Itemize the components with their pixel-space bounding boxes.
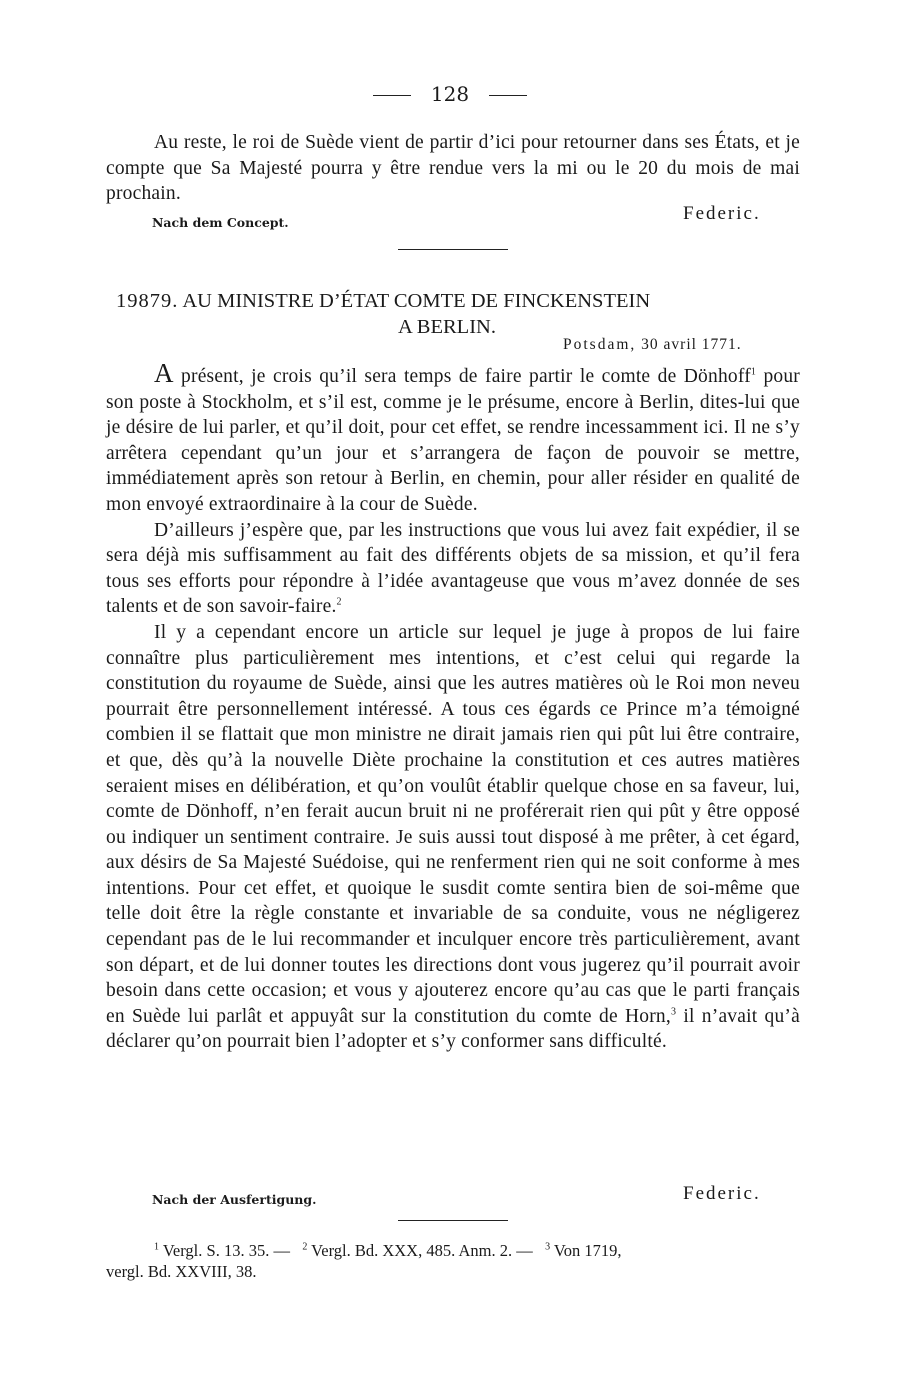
body-paragraph-2: [106, 518, 800, 620]
paragraph-2-text: D’ailleurs j’espère que, par les instructions que vous lui avez fait expédier, il se sera déjà mis suffisamment au fait des différents objets de sa mission, et qu’il fera tous ses efforts pour répondre à l’idée avantageuse que vous m’avez donnée de ses talents et de son savoir-faire.: [106, 519, 800, 618]
footnote-2: Vergl. Bd. XXX, 485. Anm. 2. —: [307, 1241, 533, 1260]
letter-recipient-city: A BERLIN.: [398, 316, 496, 338]
footnote-mark-3: 3: [670, 1006, 677, 1018]
footnotes-line-1: [106, 1240, 800, 1261]
first-letter-source: Nach dem Concept.: [152, 215, 289, 230]
page-header: [0, 82, 900, 106]
letter-heading: [116, 290, 796, 338]
body-paragraph-1: [106, 358, 800, 518]
letter-dateline: [563, 336, 742, 354]
footnote-mark-1: 1: [750, 366, 757, 378]
second-letter-signature: Federic.: [683, 1183, 761, 1204]
header-dash-left: [373, 95, 411, 96]
first-letter-signature: Federic.: [683, 203, 761, 224]
letter-place: Potsdam,: [563, 336, 637, 353]
letter-body: [106, 358, 800, 1055]
section-divider: [398, 249, 508, 250]
footnote-1: Vergl. S. 13. 35. —: [159, 1241, 290, 1260]
footnote-divider: [398, 1220, 508, 1221]
letter-number: 19879.: [116, 290, 179, 312]
footnote-3: Von 1719,: [550, 1241, 622, 1260]
paragraph-3-text-b: il n’avait qu’à déclarer qu’on pourrait bien l’adopter et s’y conformer sans difficulté.: [106, 1005, 800, 1053]
letter-date: 30 avril 1771.: [641, 336, 742, 353]
footnote-2-mark: 2: [302, 1241, 308, 1253]
body-paragraph-3: [106, 620, 800, 1055]
footnote-mark-2: 2: [336, 596, 342, 608]
footnotes-line-2: vergl. Bd. XXVIII, 38.: [106, 1262, 257, 1281]
first-letter-closing-paragraph: Au reste, le roi de Suède vient de partir d’ici pour retourner dans ses États, et je compte que Sa Majesté pourra y être rendue vers la mi ou le 20 du mois de mai prochain.: [106, 132, 800, 205]
header-dash-right: [489, 95, 527, 96]
footnote-1-mark: 1: [154, 1241, 159, 1253]
footnotes: [106, 1240, 800, 1282]
second-letter-source: Nach der Ausfertigung.: [152, 1192, 317, 1207]
page-number: 128: [430, 82, 470, 106]
paragraph-3-text-a: Il y a cependant encore un article sur lequel je juge à propos de lui faire connaître plus particulièrement mes intentions, et c’est celui qui regarde la constitution du royaume de Suède, ainsi que les autres matières où le Roi mon neveu pourrait être personnellement intéressé. A tous ces égards ce Prince m’a témoigné combien il se flattait que mon ministre ne dirait jamais rien qui pût lui être contraire, et que, dès qu’à la nouvelle Diète prochaine la constitution et ces autres matières seraient mises en délibération, et qu’on voulût établir quelque chose en sa faveur, lui, comte de Dönhoff, n’en ferait aucun bruit ni ne proférerait rien qui pût y être opposé ou indiquer un sentiment contraire. Je suis aussi tout disposé à me prêter, à cet égard, aux désirs de Sa Majesté Suédoise, qui ne renferment rien qui ne soit conforme à mes intentions. Pour cet effet, et quoique le susdit comte sentira bien de soi-même que telle doit être la règle constante et invariable de sa conduite, vous ne négligerez cependant pas de le lui recommander et inculquer encore très particulièrement, avant son départ, et de lui donner toutes les directions dont vous jugerez qu’il pourrait avoir besoin dans cette occasion; et vous y ajouterez encore qu’au cas que le parti français en Suède lui parlât et appuyât sur la constitution du comte de Horn,: [106, 621, 800, 1027]
paragraph-1-text-a: présent, je crois qu’il sera temps de faire partir le comte de Dönhoff: [173, 366, 751, 387]
drop-cap: A: [154, 358, 174, 388]
footnote-3-mark: 3: [545, 1241, 551, 1253]
letter-recipient: AU MINISTRE D’ÉTAT COMTE DE FINCKENSTEIN: [182, 290, 651, 312]
paragraph-1-text-b: pour son poste à Stockholm, et s’il est, comme je le présume, encore à Berlin, dites-lui que je désire de lui parler, et qu’il doit, pour cet effet, se rendre incessamment ici. Il ne s’y arrêtera cependant qu’un jour et s’arrangera de façon de pouvoir se mettre, immédiatement après son retour à Berlin, en chemin, pour aller résider en qualité de mon envoyé extraordinaire à la cour de Suède.: [106, 366, 800, 515]
